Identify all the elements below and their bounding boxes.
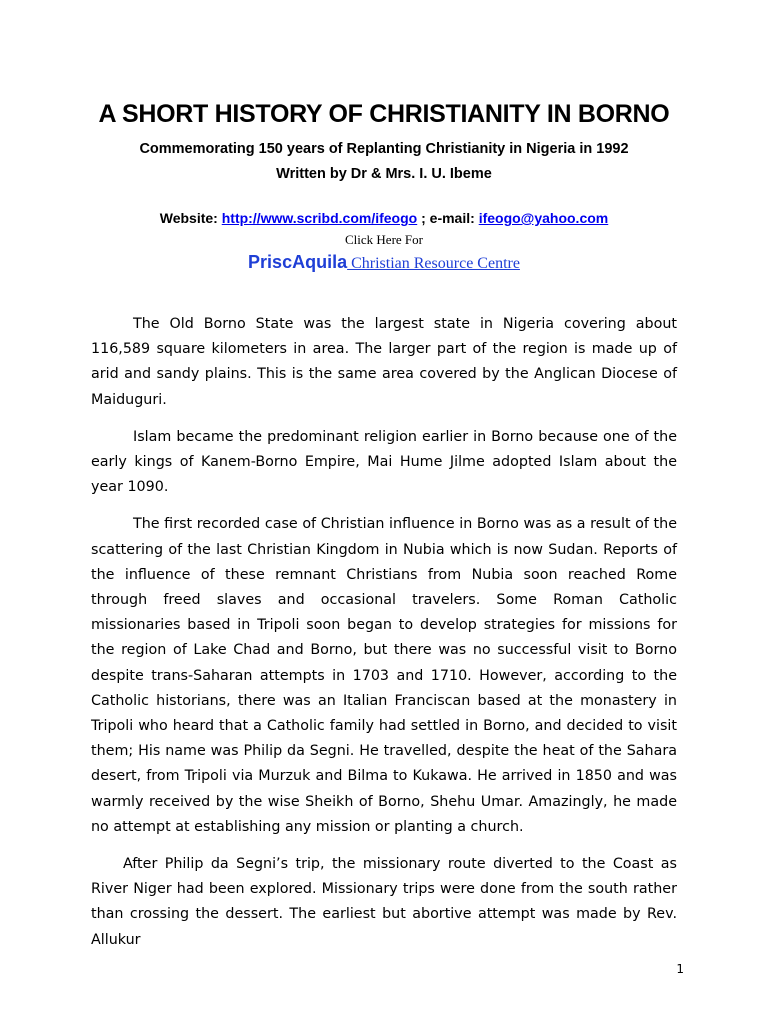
paragraph: Islam became the predominant religion earlier in Borno because one of the early kings of Kanem-Borno Empire, Mai Hume Jilme adopted Islam about the year 1090.	[91, 428, 677, 496]
click-here-text: Click Here For	[345, 232, 423, 247]
resource-centre-link[interactable]	[0, 249, 768, 277]
page-number: 1	[676, 962, 684, 976]
email-label: ; e-mail:	[417, 210, 479, 226]
paragraph: The first recorded case of Christian influence in Borno was as a result of the scattering of the last Christian Kingdom in Nubia which is now Sudan. Reports of the influence of these remnant Christians from Nubia soon reached Rome through freed slaves and occasional travelers. Some Roman Catholic missionaries based in Tripoli soon began to develop strategies for missions for the region of Lake Chad and Borno, but there was no successful visit to Borno despite trans-Saharan attempts in 1703 and 1710. However, according to the Catholic historians, there was an Italian Franciscan based at the monastery in Tripoli who heard that a Catholic family had settled in Borno, and decided to visit them; His name was Philip da Segni. He travelled, despite the heat of the Sahara desert, from Tripoli via Murzuk and Bilma to Kukawa. He arrived in 1850 and was warmly received by the wise Sheikh of Borno, Shehu Umar. Amazingly, he made no attempt at establishing any mission or planting a church.	[91, 516, 677, 835]
resource-name[interactable]: Christian Resource Centre	[347, 255, 520, 272]
document-title: A SHORT HISTORY OF CHRISTIANITY IN BORNO	[98, 100, 670, 128]
website-label: Website:	[159, 210, 222, 226]
resource-brand[interactable]: PriscAquila	[248, 252, 348, 272]
website-link[interactable]: http://www.scribd.com/ifeogo	[221, 210, 418, 226]
contact-line	[0, 208, 768, 228]
document-subtitle: Commemorating 150 years of Replanting Christianity in Nigeria in 1992	[139, 141, 629, 157]
paragraph: The Old Borno State was the largest state in Nigeria covering about 116,589 square kilometers in area. The larger part of the region is made up of arid and sandy plains. This is the same area covered by the Anglican Diocese of Maiduguri.	[91, 316, 677, 408]
document-byline: Written by Dr & Mrs. I. U. Ibeme	[276, 166, 492, 182]
paragraph: After Philip da Segni’s trip, the missionary route diverted to the Coast as River Niger had been explored. Missionary trips were done from the south rather than crossing the dessert. The earliest but abortive attempt was made by Rev. Allukur	[91, 856, 677, 948]
document-body	[91, 312, 677, 965]
email-link[interactable]: ifeogo@yahoo.com	[478, 210, 609, 226]
